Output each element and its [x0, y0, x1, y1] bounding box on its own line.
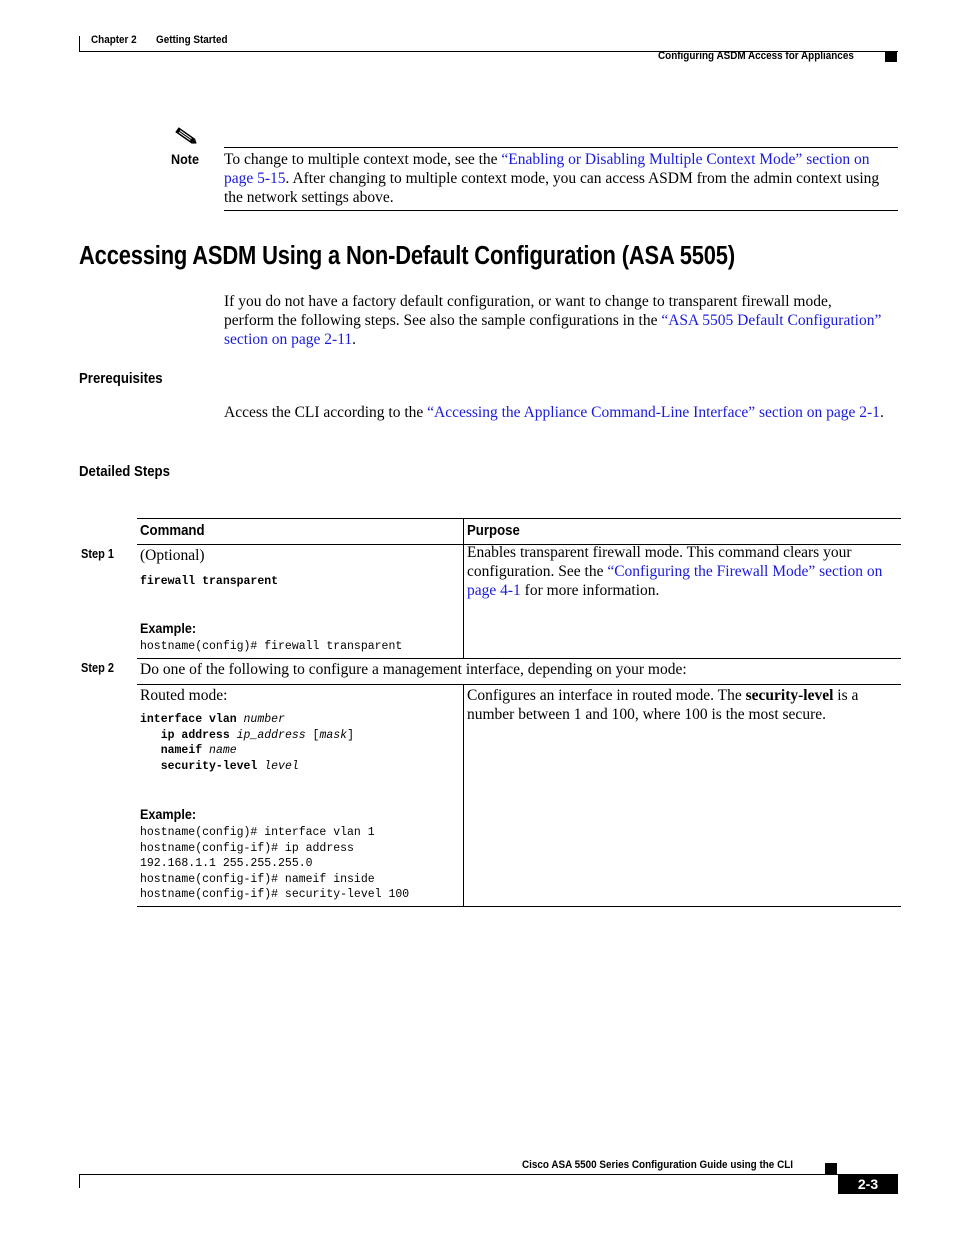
footer-guide-title: Cisco ASA 5500 Series Configuration Guide using the CLI — [522, 1159, 794, 1171]
step1-purpose-after: for more information. — [520, 582, 660, 599]
step1-optional: (Optional) — [140, 547, 205, 564]
note-text-before: To change to multiple context mode, see the — [224, 151, 502, 168]
example-line: hostname(config-if)# nameif inside — [140, 872, 375, 886]
note-text-after: . After changing to multiple context mode, you can access ASDM from the admin context using the network settings above. — [224, 170, 880, 206]
cmd-nameif: nameif — [160, 744, 203, 758]
cmd-arg-number: number — [243, 713, 285, 726]
header-marker — [885, 51, 897, 62]
step2-routed-label: Routed mode: — [140, 687, 228, 704]
example-line: hostname(config-if)# security-level 100 — [140, 888, 410, 902]
step2-command-block: interface vlan number ip address ip_address [mask] nameif name security-level level — [140, 713, 354, 773]
step2-purpose-before: Configures an interface in routed mode. The — [467, 687, 746, 704]
step1-command — [140, 574, 278, 590]
step1-command-text: firewall transparent — [140, 575, 279, 588]
step2-example-label: Example: — [140, 806, 197, 822]
prerequisites-text-before: Access the CLI according to the — [224, 404, 428, 421]
prerequisites-text-after: . — [879, 404, 884, 421]
intro-paragraph — [224, 292, 884, 349]
detailed-steps-heading: Detailed Steps — [79, 463, 170, 480]
cmd-arg-name: name — [209, 744, 237, 758]
column-header-purpose: Purpose — [467, 522, 520, 539]
step2-label: Step 2 — [81, 661, 115, 675]
step1-example-label: Example: — [140, 620, 197, 636]
intro-link[interactable]: “ASA 5505 Default Configuration” section on page 2-11 — [224, 312, 882, 348]
footer-marker — [825, 1163, 837, 1174]
step2-purpose-after: is a number between 1 and 100, where 100 is the most secure. — [467, 687, 859, 723]
prerequisites-link[interactable]: “Accessing the Appliance Command-Line Interface” section on page 2-1 — [427, 404, 880, 421]
table-step1-bottom-rule — [137, 658, 901, 659]
prerequisites-paragraph — [224, 403, 884, 422]
note-label: Note — [171, 151, 200, 167]
cmd-security-level: security-level — [160, 759, 258, 773]
intro-text-after: . — [352, 331, 356, 348]
intro-text-before: If you do not have a factory default configuration, or want to change to transparent firewall mode, perform the following steps. See also the sample configurations in the — [224, 293, 832, 329]
header-section: Configuring ASDM Access for Appliances — [658, 50, 854, 62]
cmd-arg-ip-address: ip_address — [236, 728, 306, 742]
table-top-rule — [137, 518, 901, 519]
footer-page-number: 2-3 — [857, 1176, 879, 1192]
note-text — [224, 150, 898, 207]
example-line: 192.168.1.1 255.255.255.0 — [140, 857, 313, 871]
step2-purpose-bold: security-level — [745, 687, 834, 704]
step1-example: hostname(config)# firewall transparent — [140, 640, 403, 653]
table-column-divider-step2 — [463, 684, 464, 906]
note-link[interactable]: “Enabling or Disabling Multiple Context Mode” section on page 5-15 — [224, 151, 870, 187]
prerequisites-heading: Prerequisites — [79, 370, 163, 387]
step2-purpose — [467, 686, 892, 724]
cmd-ip-address: ip address — [160, 728, 230, 742]
example-line: hostname(config)# interface vlan 1 — [140, 826, 375, 839]
cmd-interface-vlan: interface vlan — [140, 713, 237, 726]
table-bottom-rule — [137, 906, 901, 907]
table-column-divider-header — [463, 518, 464, 658]
footer-left-rule — [79, 1174, 80, 1188]
header-chapter: Chapter 2 — [91, 34, 137, 46]
note-pencil-icon — [173, 125, 199, 152]
cmd-arg-mask: mask — [319, 728, 348, 742]
header-left-rule — [79, 36, 80, 52]
note-top-rule — [224, 147, 898, 148]
cmd-arg-level: level — [264, 759, 299, 773]
step1-purpose-before: Enables transparent firewall mode. This command clears your configuration. See the — [467, 544, 852, 580]
step1-purpose — [467, 543, 892, 600]
column-header-command: Command — [140, 522, 205, 539]
step2-example — [140, 825, 409, 903]
step1-label: Step 1 — [81, 547, 115, 561]
header-chapter-title: Getting Started — [156, 34, 228, 46]
section-title: Accessing ASDM Using a Non-Default Configuration (ASA 5505) — [79, 242, 735, 270]
note-bottom-rule — [224, 210, 898, 211]
step2-intro: Do one of the following to configure a management interface, depending on your mode: — [140, 661, 687, 678]
table-step2-intro-rule — [137, 684, 901, 685]
footer-rule — [79, 1174, 898, 1175]
step1-purpose-link[interactable]: “Configuring the Firewall Mode” section on page 4-1 — [467, 563, 883, 599]
footer-page-box — [838, 1174, 898, 1194]
example-line: hostname(config-if)# ip address — [140, 841, 354, 855]
